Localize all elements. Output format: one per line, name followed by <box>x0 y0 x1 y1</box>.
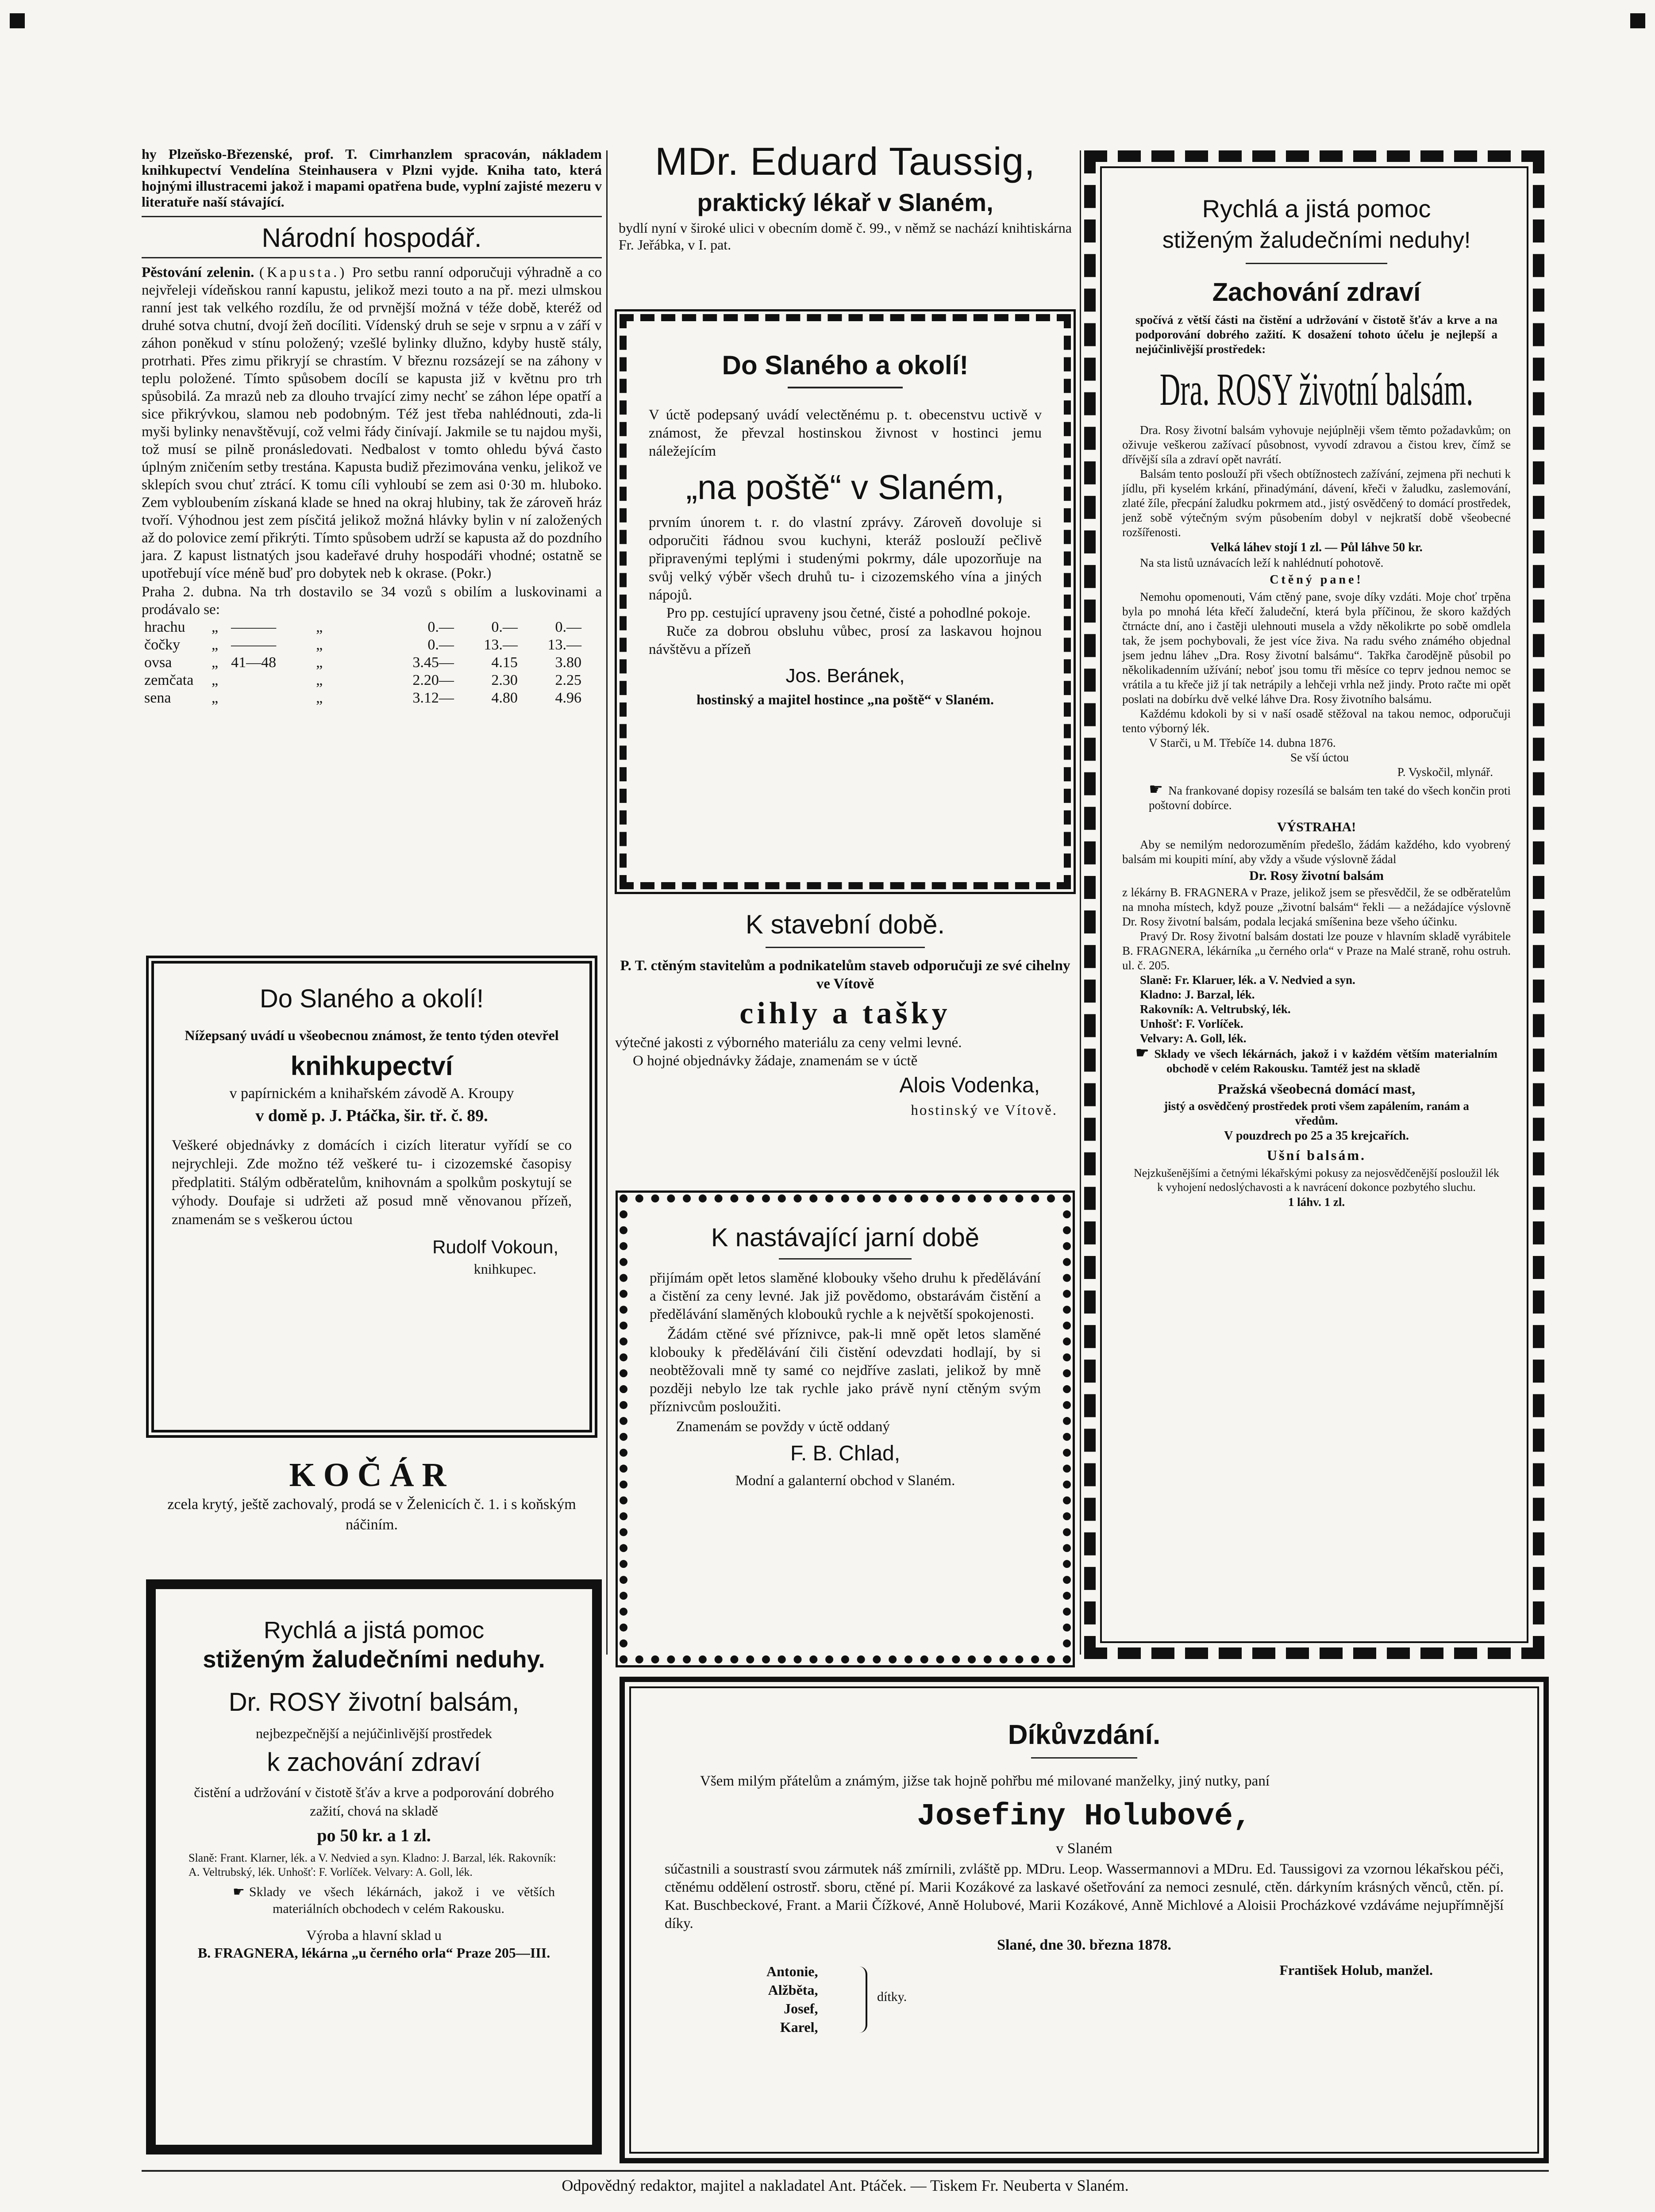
market-cell-name: hrachu <box>144 619 185 635</box>
market-cell-e: 3.80 <box>555 654 581 671</box>
rosy-big: Dra. ROSY životní balsám. <box>1159 364 1474 415</box>
ad-thanks <box>620 1677 1549 2163</box>
ad-kocar-title: KOČÁR <box>289 1456 454 1494</box>
market-cell-b: „ <box>316 637 323 653</box>
ad-bookshop-headline: knihkupectví <box>290 1051 453 1081</box>
ad-posta-role: hostinský a majitel hostince „na poště“ v Slaném. <box>696 691 994 707</box>
market-cell-c: 0.— <box>427 619 454 635</box>
pointing-hand-icon: ☛ <box>1135 1045 1149 1061</box>
ad-rosy-small-note-text: Sklady ve všech lékárnách, jakož i ve větších materiálních obchodech v celém Rakousku. <box>249 1885 555 1916</box>
market-intro: Praha 2. dubna. Na trh dostavilo se 34 vozů s obilím a luskovinami a prodávalo se: <box>142 584 602 618</box>
market-cell-e: 2.25 <box>555 672 581 688</box>
market-cell-a: ——— <box>231 619 277 635</box>
ad-rosy-small-note <box>175 1879 573 1917</box>
market-cell-name: zemčata <box>144 672 194 688</box>
market-cell-name: čočky <box>144 637 181 653</box>
market-cell-q: „ <box>212 619 219 635</box>
ad-build-sign: Alois Vodenka, <box>899 1074 1040 1097</box>
ad-build-p3: O hojné objednávky žádaje, znamenám se v úctě <box>633 1053 918 1069</box>
ad-hats-sign: F. B. Chlad, <box>790 1442 901 1465</box>
kid-name: Karel, <box>780 2019 818 2035</box>
market-cell-e: 4.96 <box>555 690 581 706</box>
ad-rosy-large <box>1084 150 1544 1659</box>
market-row <box>142 654 584 672</box>
ad-rosy-small-big: k zachování zdraví <box>267 1748 481 1777</box>
ad-hats <box>620 1194 1071 1663</box>
ad-posta-p1: V úctě podepsaný uvádí velectěnému p. t. obecenstvu uctivě v známost, že převzal hostinskou živnost v hostinci jemu náležejícím <box>649 407 1042 459</box>
thanks-place: v Slaném <box>1056 1840 1112 1857</box>
ad-posta-p2: prvním únorem t. r. do vlastní zprávy. Zároveň dovoluje si odporučiti řádnou svou kuchyni, kteráž poslouží pečlivě připravenými teplými i studenými pokrmy, dále upozorňuje na svůj velký výběr všech druhů tu- i cizozemského vína a jiných nápojů. <box>649 515 1042 603</box>
ad-bookshop <box>146 956 597 1438</box>
market-cell-e: 13.— <box>547 637 581 653</box>
rosy-lead: spočívá z větší části na čistění a udržování v čistotě šťáv a krve a na podporování dobrého zažití. K dosažení tohoto účelu je nejlepší a nejúčinlivější prostředek: <box>1135 313 1497 356</box>
ad-posta-p4: Ruče za dobrou obsluhu vůbec, prosí za laskavou hojnou návštěvu a přízeň <box>649 623 1042 657</box>
imprint-footer: Odpovědný redaktor, majitel a nakladatel Ant. Ptáček. — Tiskem Fr. Neuberta v Slaném. <box>562 2177 1129 2194</box>
article-body <box>142 264 602 582</box>
ad-bookshop-line2: v papírnickém a knihařském závodě A. Kroupy <box>229 1085 514 1102</box>
title-underline <box>779 1258 912 1260</box>
depot-line: Slaně: Fr. Klaruer, lék. a V. Nedvied a syn. <box>1140 973 1355 987</box>
doctor-name: MDr. Eduard Taussig, <box>655 139 1035 183</box>
rosy-note-mail-text: Na frankované dopisy rozesílá se balsám ten také do všech končin proti poštovní dobírce. <box>1149 784 1511 812</box>
market-row <box>142 672 584 689</box>
pointing-hand-icon: ☛ <box>1149 780 1163 798</box>
market-cell-e: 0.— <box>555 619 581 635</box>
market-cell-name: ovsa <box>144 654 172 671</box>
title-underline <box>1031 1757 1137 1759</box>
ad-bookshop-title: Do Slaného a okolí! <box>259 984 484 1013</box>
depot-line: Unhošť: F. Vorlíček. <box>1140 1017 1243 1030</box>
rosy-letter-sign: P. Vyskočil, mlynář. <box>1397 765 1493 779</box>
ad-kocar-text: zcela krytý, ještě zachovalý, prodá se v Želenicích č. 1. i s koňským náčiním. <box>167 1496 576 1533</box>
depot-line: Kladno: J. Barzal, lék. <box>1140 988 1255 1001</box>
rosy-depots-note-text: Sklady ve všech lékárnách, jakož i v každém větším materialním obchodě v celém Rakousku. Tamtéž jest na skladě <box>1154 1047 1497 1075</box>
ad-build-big: cihly a tašky <box>739 996 951 1030</box>
rosy-usni: Nejzkušenějšími a četnými lékařskými pokusy za nejosvědčenější posloužil lék k vyhojení nedoslýchavosti a k navrácení dokonce pozbytého sluchu. <box>1133 1167 1499 1194</box>
ad-hats-role: Modní a galanterní obchod v Slaném. <box>735 1473 955 1489</box>
market-row <box>142 618 584 636</box>
thanks-date: Slané, dne 30. března 1878. <box>997 1937 1171 1953</box>
ad-rosy-small <box>146 1579 602 2154</box>
column-2 <box>615 137 1075 253</box>
ad-rosy-small-title2: stiženým žaludečními neduhy. <box>203 1646 545 1673</box>
footer-rule <box>142 2170 1549 2172</box>
doctor-body: bydlí nyní v široké ulici v obecním domě č. 99., v němž se nachází knihtiskárna Fr. Jeřábka, v I. pat. <box>619 220 1072 253</box>
ad-rosy-small-title1: Rychlá a jistá pomoc <box>263 1617 485 1644</box>
ad-build-p1: P. T. ctěným stavitelům a podnikatelům staveb odporučuji ze své cihelny ve Vítově <box>620 958 1070 992</box>
ad-rosy-small-footer1: Výroba a hlavní sklad u <box>306 1927 442 1943</box>
rosy-letter: Nemohu opomenouti, Vám ctěný pane, svoje díky vzdáti. Moje choť trpěna byla po mnohá léta křečí žaludeční, která byla příčinou, že skoro každých čtrnácte dní, ano i častěji ulehnouti musela a vždy několikrte po sobě omdlela tak, že jsem pochybovali, že jest více živa. Na radu svého známého objednal jsem jednu láhev „Dra. Rosy životní balsámu“. Takřka čarodějně působil po několikadenním užívání; neboť jsou tomu tři měsíce co teprv jednou nemoc se vrátila a tu křeče již jí tak netrápily a lehčeji vrhla než jindy. Proto račte mi opět poslati na dobírku dvě velké láhve Dra. Rosy životního balsámu. <box>1122 590 1511 706</box>
ad-posta-big: „na poště“ v Slaném, <box>686 468 1005 507</box>
rosy-letter-close: Se vší úctou <box>1290 751 1349 764</box>
kid-name: Alžběta, <box>768 1982 818 1998</box>
ad-rosy-small-body: čistění a udržování v čistotě šťáv a krve a podporování dobrého zažití, chová na skladě <box>194 1784 554 1819</box>
rosy-warn-name: Dr. Rosy životní balsám <box>1249 868 1384 883</box>
rosy-usni-head: Ušní balsám. <box>1266 1147 1366 1163</box>
market-cell-d: 4.80 <box>491 690 518 706</box>
article-lead: Pěstování zelenin. <box>142 265 254 280</box>
market-cell-d: 2.30 <box>491 672 518 688</box>
rosy-p4: Na sta listů uznávacích leží k nahlédnutí pohotově. <box>1140 556 1384 569</box>
market-cell-a: 41—48 <box>231 654 277 671</box>
ad-posta-sign: Jos. Beránek, <box>785 665 905 687</box>
ad-hats-title: K nastávající jarní době <box>711 1223 980 1252</box>
rosy-letter-place: V Starči, u M. Třebíče 14. dubna 1876. <box>1149 736 1336 749</box>
rosy-warn-head: VÝSTRAHA! <box>1277 820 1356 834</box>
column-rule <box>1080 150 1081 1655</box>
thanks-kids <box>766 1962 818 2036</box>
ad-bookshop-role: knihkupec. <box>473 1261 536 1277</box>
rosy-title2: stiženým žaludečními neduhy! <box>1162 227 1471 253</box>
rosy-warn3: Pravý Dr. Rosy životní balsám dostati lze pouze v hlavním skladě vyrábitele B. FRAGNERA, lékárníka „u černého orla“ v Praze na Malé straně, rohu ostruh. ul. č. 205. <box>1122 929 1511 972</box>
market-cell-b: „ <box>316 654 323 671</box>
market-cell-name: sena <box>144 690 171 706</box>
market-cell-b: „ <box>316 619 323 635</box>
market-cell-d: 13.— <box>484 637 518 653</box>
thanks-kids-label: dítky. <box>877 1989 907 2004</box>
thanks-p2: súčastnili a soustrastí svou zármutek náš zmírnili, zvláště pp. MDru. Leop. Wassermannovi a MDru. Ed. Taussigovi za vzornou lékařskou péči, ctěnému oddělení ostrostř. sboru, ctěné pí. Marii Kozákové za laskavé ošetřování za nemoci zesnulé, ctěn. dárkyním krásných věnců, ctěn. pí. Kat. Buschbeckové, Frant. a Marii Čížkové, Anně Holubové, Marii Kozákové, Anně Michlové a Aloisii Procházkové vzdáváme nejupřímnější díky. <box>665 1861 1504 1932</box>
thanks-p1: Všem milým přátelům a známým, jižse tak hojně pohřbu mé milované manželky, jiný nutky, paní <box>700 1773 1270 1789</box>
ad-bookshop-body: Veškeré objednávky z domácích i cizích literatur vyřídí se co nejrychleji. Zde možno též veškeré tu- i cizozemské časopisy předplatiti. Stálým odběratelům, knihovnám a spolkům poskytují se výhody. Doufaje si udržeti až posud mně věnovanou přízeň, znamenám se s veškerou úctou <box>172 1137 572 1228</box>
rosy-mast-head: Pražská všeobecná domácí mast, <box>1217 1081 1416 1097</box>
doctor-title: praktický lékař v Slaném, <box>697 188 993 216</box>
rosy-warn2: z lékárny B. FRAGNERA v Praze, jelikož jsem se přesvědčil, že se odběratelům na mnoha místech, když pouze „životní balsám“ řekli — a nežádajíce výslovně Dr. Rosy životní balsám, podala lecjaká smíšenina beze všeho účinku. <box>1122 886 1511 928</box>
market-cell-b: „ <box>316 690 323 706</box>
ad-hats-p2: Žádám ctěné své příznivce, pak-li mně opět letos slaměné klobouky k předělávání čili čistění odevzdati hodlají, by si neobtěžovali mně ty samé co nejdříve zaslati, jelikož by mně později nebylo lze tak rychle jako právě nyní ctěným svým příznivcům posloužiti. <box>650 1326 1041 1415</box>
section-rule <box>142 216 602 217</box>
ad-bookshop-line3: v domě p. J. Ptáčka, šir. tř. č. 89. <box>255 1106 488 1125</box>
depot-line: Rakovník: A. Veltrubský, lék. <box>1140 1002 1291 1016</box>
corner-mark <box>1630 13 1645 28</box>
ad-rosy-small-sub: nejbezpečnější a nejúčinlivější prostředek <box>255 1725 492 1741</box>
thanks-name: Josefiny Holubové, <box>916 1799 1252 1834</box>
ad-posta-title: Do Slaného a okolí! <box>722 350 969 380</box>
ad-rosy-small-price: po 50 kr. a 1 zl. <box>317 1825 431 1845</box>
section-rule <box>142 257 602 258</box>
market-cell-c: 3.12— <box>412 690 454 706</box>
market-cell-a <box>228 689 313 707</box>
ad-rosy-small-name: Dr. ROSY životní balsám, <box>228 1688 520 1717</box>
column-1 <box>142 146 602 707</box>
ad-hats-p3: Znamenám se povždy v úctě oddaný <box>676 1419 890 1435</box>
ad-bookshop-sign: Rudolf Vokoun, <box>432 1237 558 1257</box>
title-underline <box>766 947 925 948</box>
article-text: Pro setbu ranní odporučuji výhradně a co nejvřeleji vídeňskou ranní kapustu, jelikož mezi touto a na př. mezi ulmskou ranní jest tak velkého rozdílu, že od prvnější možná v téže době, kteréž od druhé sotva chutní, dvojí žeň docíliti. Vídenský druh se seje v srpnu a v září v záhon poněkud v stínu položený; vzešlé bylinky dlužno, kdyby hustě stály, protrhati. Přes zimu přikryjí se chrastím. V březnu rozsázejí se na záhony v teplu položené. Tímto spůsobem docílí se kapusta již v květnu pro trh spůsobilá. Za mrazů neb za dlouho trvající zimy nechť se záhon lépe opatří a sice přikrývkou, slamou neb podobným. Též jest třeba nahlédnouti, zda-li myši bylinky nenavštěvují, což velmi řády činívají. Jakmile se tu najdou myši, tož musí se pilně pronásledovati. Nedbalost v tomto ohledu bývá často úplným zničením setby trestána. Kapusta budiž přezimována venku, jelikož ve sklepích svou chuť ztrácí. K tomu cíli vyhloubí se zem asi 0·30 m. hluboko. Zem vybloubením získaná klade se hned na okraj hlubiny, tak že zároveň hráz tvoří. Výhodnou jest zem písčitá jelikož možná hlávky bylin v ní založených až do polovice zemí přikrýti. Tímto spůsobem udrží se kapusta až do pozdního jara. Z kapust listnatých jsou kadeřavé druhy hospodáři vhodné; ostatně se upotřebují více méně buď pro dobytek neb k okrase. (Pokr.) <box>142 265 602 581</box>
rosy-p3: Velká láhev stojí 1 zl. — Půl láhve 50 kr. <box>1210 541 1423 554</box>
ad-build <box>615 907 1075 1120</box>
market-cell-c: 0.— <box>427 637 454 653</box>
rosy-usni-price: 1 láhv. 1 zl. <box>1288 1195 1345 1209</box>
ad-build-role: hostinský ve Vítově. <box>911 1102 1058 1118</box>
rosy-mast: jistý a osvědčený prostředek proti všem zapálením, ranám a vředům. <box>1164 1099 1469 1127</box>
column-rule <box>606 150 608 1655</box>
market-cell-c: 3.45— <box>412 654 454 671</box>
rosy-p2: Balsám tento poslouží při všech obtížnostech zažívání, zejmena při nechuti k jídlu, při kyselém krkání, přinadýmání, dávení, křeči v žaludku, zaslemování, zlaté žíle, přecpání žaludku pokrmem atd., jistý osvědčený to domácí prostředek, jenž sobě výtečným svým působením dobyl v nejkratší době všeobecné rozšířenosti. <box>1122 467 1511 539</box>
title-underline <box>788 387 903 388</box>
pointing-hand-icon: ☛ <box>233 1885 245 1899</box>
ad-rosy-small-footer2: B. FRAGNERA, lékárna „u černého orla“ Praze 205—III. <box>197 1945 550 1961</box>
rosy-note-mail <box>1122 782 1511 813</box>
article-sub: (Kapusta.) <box>259 265 347 280</box>
intro-text: hy Plzeňsko-Březenské, prof. T. Cimrhanzlem spracován, nákladem knihkupectví Vendelína Steinhausera v Plzni vyjde. Kniha tato, která hojnými illustracemi jakož i mapami opatřena bude, vyplní zajisté mezeru v literatuře naší stávající. <box>142 146 602 210</box>
rosy-depots-note <box>1122 1046 1511 1076</box>
ad-build-title: K stavební době. <box>745 910 945 939</box>
depot-line: Velvary: A. Goll, lék. <box>1140 1032 1247 1045</box>
market-cell-b: „ <box>316 672 323 688</box>
market-table <box>142 618 584 707</box>
thanks-title: Díkůvzdání. <box>1008 1720 1161 1750</box>
market-row <box>142 689 584 707</box>
ad-kocar-body <box>142 1494 602 1535</box>
section-title: Národní hospodář. <box>262 223 482 253</box>
rosy-letter2: Každému kdokoli by si v naší osadě stěžoval na takou nemoc, odporučuji tento výborný lék. <box>1122 707 1511 735</box>
ad-hats-p1: přijímám opět letos slaměné klobouky všeho druhu k předělávání a čistění za ceny levné. Jak již povědomo, obstarávám čistění a předělávání slaměných klobouků rychle a k největší spokojenosti. <box>650 1270 1041 1322</box>
rosy-title1: Rychlá a jistá pomoc <box>1202 195 1431 223</box>
rosy-p1: Dra. Rosy životní balsám vyhovuje nejúplněji všem těmto požadavkům; on oživuje veškerou zažívací působnost, vyvodí zdravou a čistou krev, čímž se dřívější síla a zdraví opět navrátí. <box>1122 423 1511 466</box>
ad-build-p2: výtečné jakosti z výborného materiálu za ceny velmi levné. <box>615 1035 962 1051</box>
title-underline <box>1246 263 1387 264</box>
rosy-depots <box>1122 973 1511 1046</box>
ad-posta-p3: Pro pp. cestující upraveny jsou četné, čisté a pohodlné pokoje. <box>666 605 1031 621</box>
ad-bookshop-line1: Nížepsaný uvádí u všeobecnou známost, že tento týden otevřel <box>185 1027 559 1043</box>
ad-rosy-small-depots: Slaně: Frant. Klarner, lék. a V. Nedvied a syn. Kladno: J. Barzal, lék. Rakovník: A. Veltrubský, lék. Unhošť: F. Vorlíček. Velvary: A. Goll, lék. <box>189 1851 556 1878</box>
kids-brace <box>859 1966 867 2033</box>
thanks-signatures <box>665 1962 1504 2077</box>
market-cell-d: 4.15 <box>491 654 518 671</box>
market-row <box>142 636 584 654</box>
market-cell-a: ——— <box>231 637 277 653</box>
kid-name: Josef, <box>784 2001 818 2016</box>
rosy-head2: Zachování zdraví <box>1212 278 1421 307</box>
ad-kocar <box>142 1455 602 1535</box>
market-cell-q: „ <box>212 672 219 688</box>
market-cell-q: „ <box>212 654 219 671</box>
market-cell-c: 2.20— <box>412 672 454 688</box>
market-cell-d: 0.— <box>491 619 518 635</box>
rosy-warn: Aby se nemilým nedorozuměním předešlo, žádám každého, kdo vyobrený balsám mi koupiti míní, aby vždy a všude výslovně žádal <box>1122 838 1511 866</box>
market-cell-q: „ <box>212 690 219 706</box>
ad-posta <box>620 314 1071 889</box>
thanks-husband: František Holub, manžel. <box>1279 1962 1433 1978</box>
rosy-letter-head: Ctěný pane! <box>1270 573 1363 587</box>
kid-name: Antonie, <box>766 1963 818 1979</box>
market-cell-q: „ <box>212 637 219 653</box>
corner-mark <box>10 13 25 28</box>
market-cell-a <box>228 672 313 689</box>
rosy-mast-price: V pouzdrech po 25 a 35 krejcařích. <box>1224 1129 1409 1143</box>
